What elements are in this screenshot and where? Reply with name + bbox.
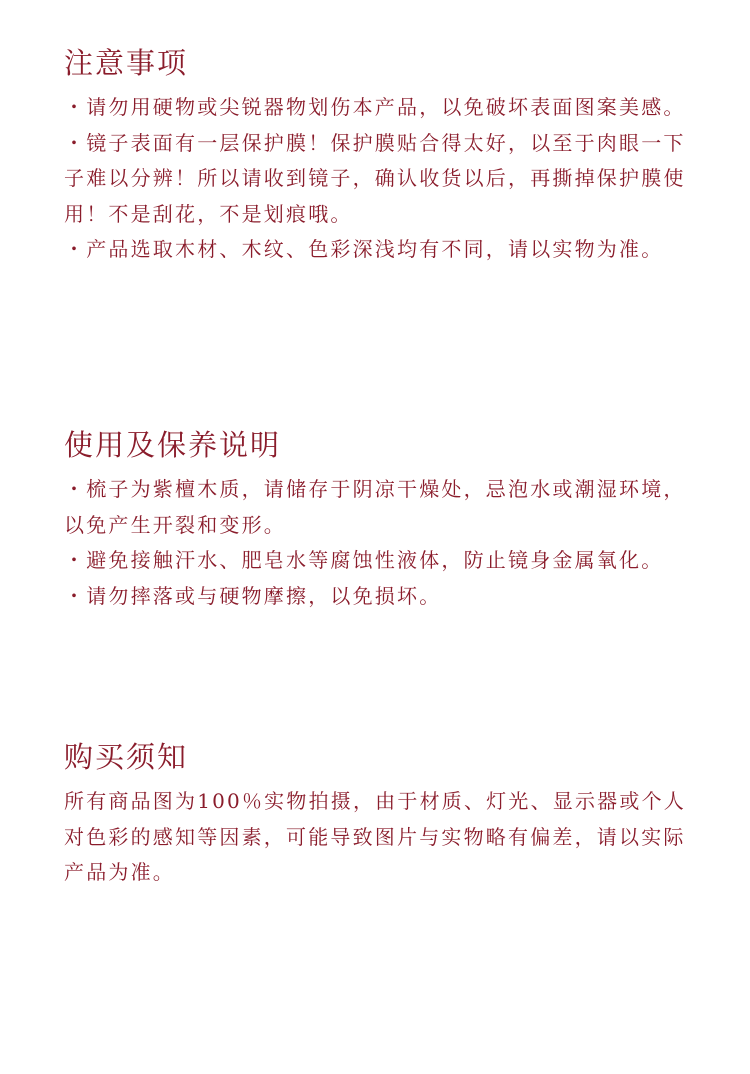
purchase-item-1: 所有商品图为100％实物拍摄，由于材质、灯光、显示器或个人对色彩的感知等因素，可能导致图片与实物略有偏差，请以实际产品为准。	[64, 789, 686, 884]
care-item-2: ・避免接触汗水、肥皂水等腐蚀性液体，防止镜身金属氧化。	[64, 548, 664, 572]
care-item-3: ・请勿摔落或与硬物摩擦，以免损坏。	[64, 583, 442, 608]
section-title-purchase: 购买须知	[64, 740, 189, 774]
section-title-care: 使用及保养说明	[64, 428, 282, 462]
care-item-1: ・梳子为紫檀木质，请储存于阴凉干燥处，忌泡水或潮湿环境，以免产生开裂和变形。	[64, 477, 686, 537]
section-care	[64, 422, 694, 614]
notice-item-1: ・请勿用硬物或尖锐器物划伤本产品，以免破坏表面图案美感。	[64, 95, 686, 119]
section-title-notice: 注意事项	[64, 46, 189, 80]
notice-item-2: ・镜子表面有一层保护膜！保护膜贴合得太好，以至于肉眼一下子难以分辨！所以请收到镜子，确认收货以后，再撕掉保护膜使用！不是刮花，不是划痕哦。	[64, 130, 686, 226]
notice-item-3: ・产品选取木材、木纹、色彩深浅均有不同，请以实物为准。	[64, 237, 664, 261]
section-notice	[64, 40, 694, 268]
section-purchase	[64, 734, 694, 891]
